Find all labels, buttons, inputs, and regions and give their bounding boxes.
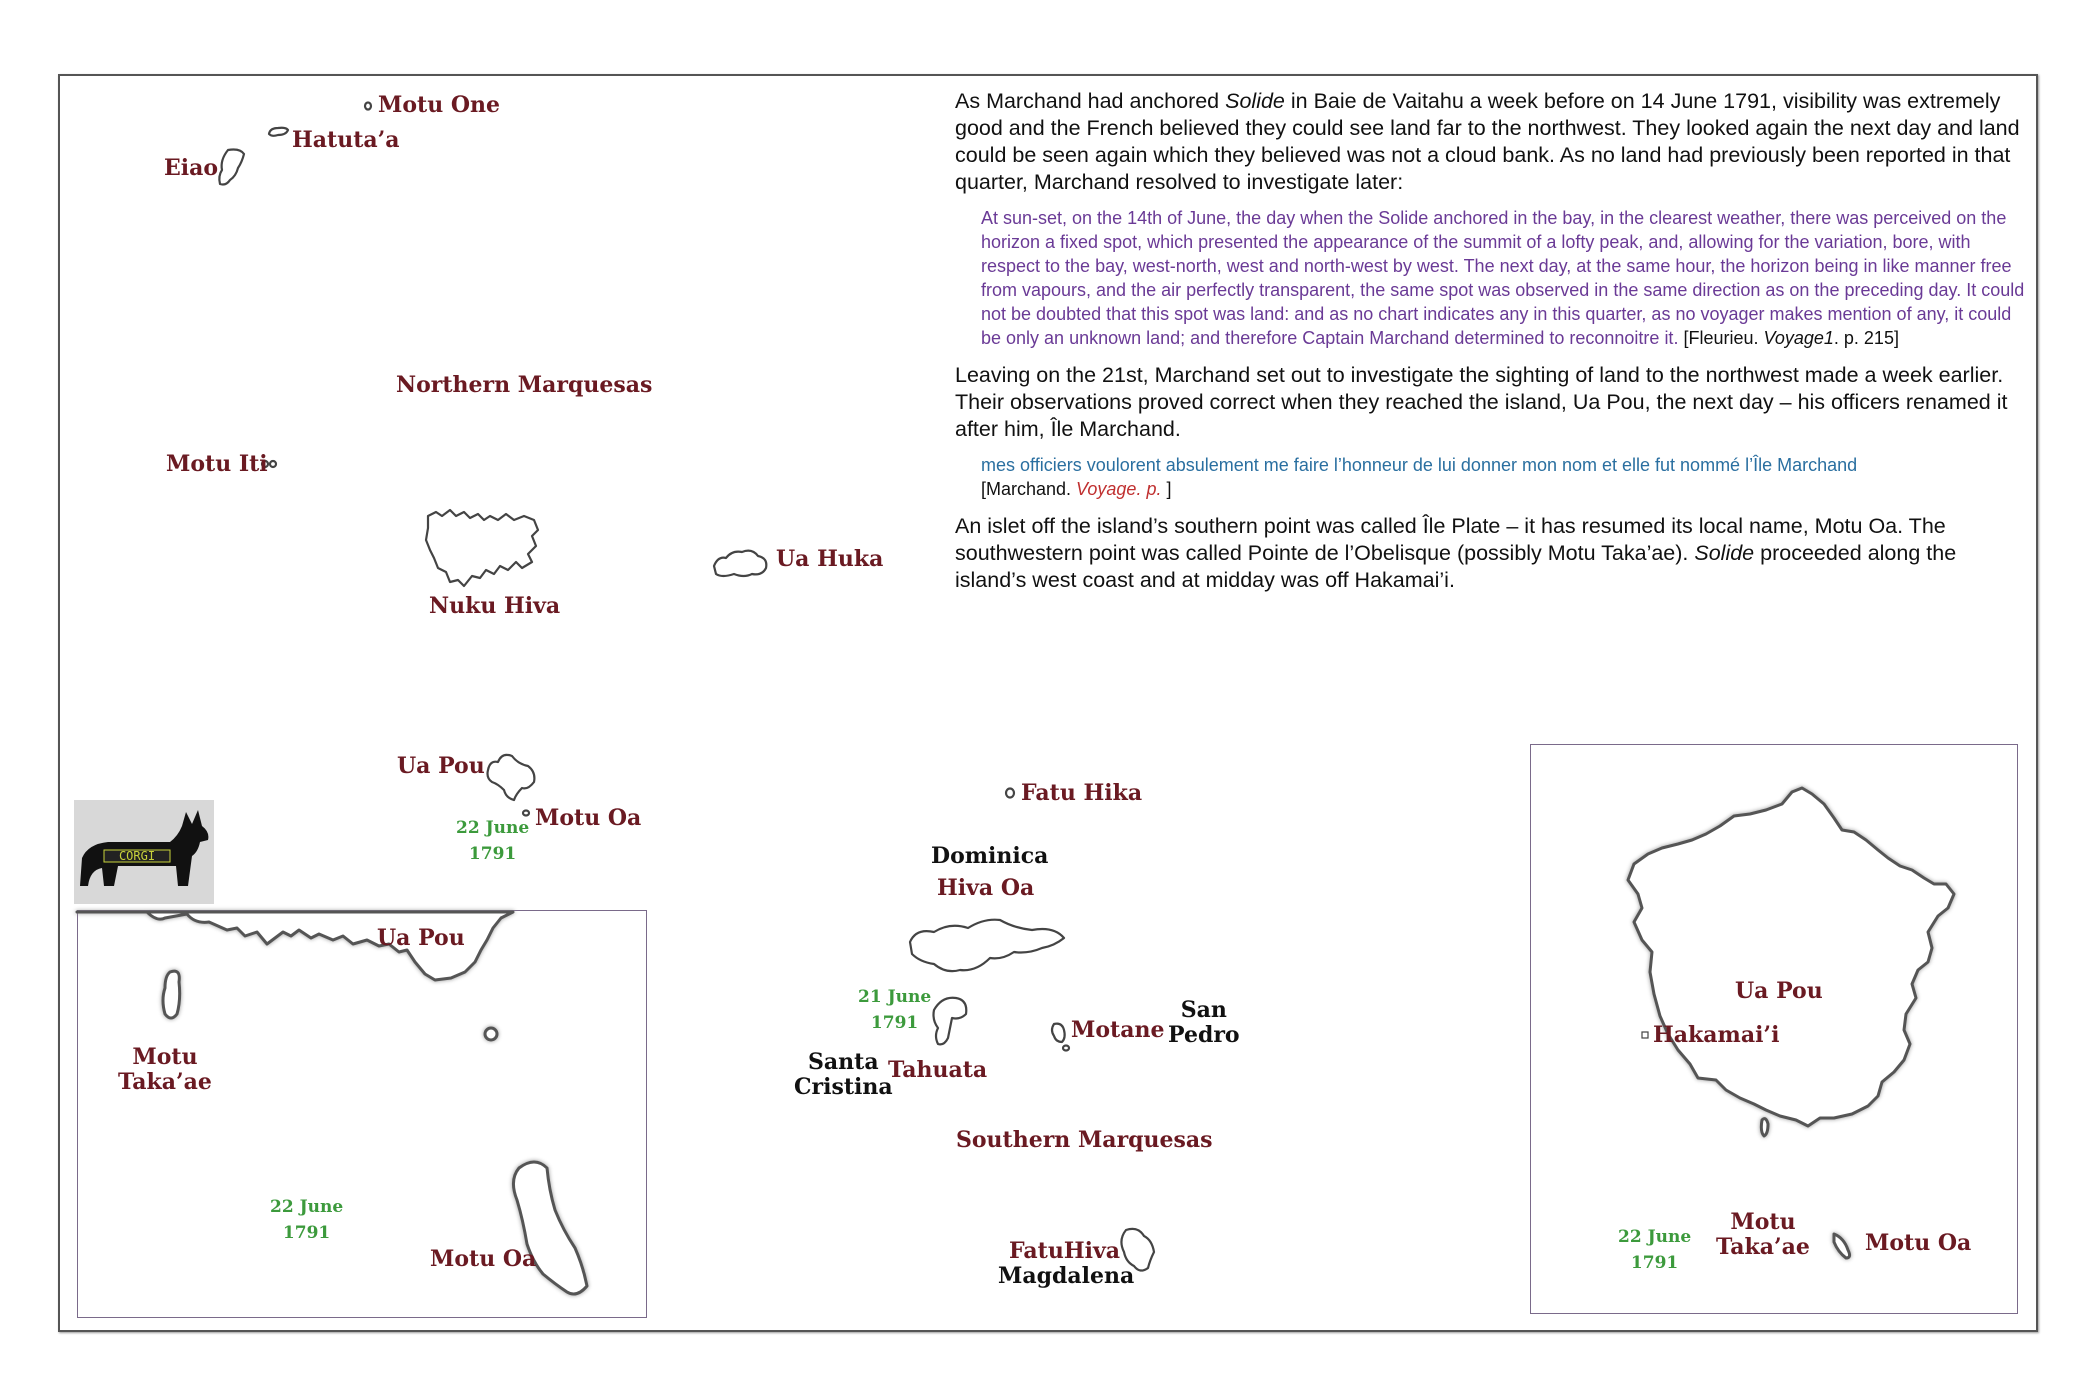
date-21-june: 21 June 1791 [858,987,932,1033]
ua-huka-island [710,544,772,582]
label-northern-marquesas: Northern Marquesas [396,372,653,398]
motu-one-island [362,100,374,112]
label-ua-huka: Ua Huka [776,546,884,572]
svg-text:CORGI: CORGI [118,849,156,863]
inset-left-ua-pou-coast [77,910,645,1316]
inset-left-label-ua-pou: Ua Pou [377,925,465,951]
label-santa-cristina: Santa Cristina [794,1049,893,1101]
label-motu-one: Motu One [378,92,500,118]
label-magdalena: Magdalena [998,1263,1135,1289]
label-motu-iti: Motu Iti [166,451,268,477]
label-san-pedro: San Pedro [1168,997,1240,1049]
inset-left-date: 22 June 1791 [270,1197,344,1243]
label-hiva-oa: Hiva Oa [937,875,1035,901]
paragraph-2: Leaving on the 21st, Marchand set out to investigate the sighting of land to the northwest made a week earlier. Their observations proved correct when they reached the island, Ua Pou, the next day – his officers renamed it after him, Île Marchand. [955,363,2008,441]
nuku-hiva-island [424,506,544,592]
inset-right-label-ua-pou: Ua Pou [1735,978,1823,1004]
label-motu-oa: Motu Oa [535,805,642,831]
tahuata-island [924,990,976,1056]
inset-left-label-motu-oa: Motu Oa [430,1246,537,1272]
fatu-hika-island [1003,786,1017,800]
inset-right-label-motu-takaae: Motu Taka’ae [1716,1209,1810,1261]
label-dominica: Dominica [931,843,1049,869]
corgi-logo [74,800,214,904]
label-southern-marquesas: Southern Marquesas [956,1127,1213,1153]
inset-right-label-hakamaii: Hakamai’i [1653,1022,1780,1048]
motane-island [1048,1020,1072,1052]
narrative-text [955,88,2027,604]
inset-left-label-motu-takaae: Motu Taka’ae [118,1044,212,1096]
marchand-quote: mes officiers voulorent absulement me faire l’honneur de lui donner mon nom et elle fut nommé l’Île Marchand [Marchand. Voyage. p. ] [981,455,1858,499]
label-tahuata: Tahuata [888,1057,988,1083]
hakamaii-marker [1640,1030,1650,1040]
label-hatutaa: Hatuta’a [292,127,400,153]
inset-right-label-motu-oa: Motu Oa [1865,1230,1972,1256]
label-fatu-hika: Fatu Hika [1021,780,1143,806]
date-22-june-main: 22 June 1791 [456,818,530,864]
label-ua-pou: Ua Pou [397,753,485,779]
ua-pou-island [482,748,542,806]
paragraph-1: As Marchand had anchored Solide in Baie de Vaitahu a week before on 14 June 1791, visibility was extremely good and the French believed they could see land far to the northwest. They looked again the next day and land could be seen again which they believed was not a cloud bank. As no land had previously been reported in that quarter, Marchand resolved to investigate later: [955,89,2020,194]
inset-right-date: 22 June 1791 [1618,1227,1692,1273]
hatutaa-island [266,124,292,140]
label-motane: Motane [1071,1017,1165,1043]
label-fatuhiva: FatuHiva [1009,1238,1121,1264]
paragraph-3: An islet off the island’s southern point was called Île Plate – it has resumed its local name, Motu Oa. The southwestern point was called Pointe de l’Obelisque (possibly Motu Taka’ae). Solide proceeded along the island’s west coast and at midday was off Hakamai’i. [955,514,1957,592]
corgi-silhouette-icon [74,800,214,904]
label-eiao: Eiao [164,155,219,181]
label-nuku-hiva: Nuku Hiva [429,593,561,619]
fleurieu-quote: At sun-set, on the 14th of June, the day when the Solide anchored in the bay, in the clearest weather, there was perceived on the horizon a fixed spot, which presented the appearance of the summit of a lofty peak, and, allowing for the variation, bore, with respect to the bay, west-north, west and north-west by west. The next day, at the same hour, the horizon being in like manner free from vapours, and the air perfectly transparent, the same spot was observed in the same direction as on the preceding day. It could not be doubted that this spot was land: and as no chart indicates any in this quarter, as no voyager makes mention of any, it could be only an unknown land; and therefore Captain Marchand determined to reconnoitre it. [Fleurieu. Voyage1. p. 215] [981,208,2025,348]
hiva-oa-island [904,908,1070,980]
